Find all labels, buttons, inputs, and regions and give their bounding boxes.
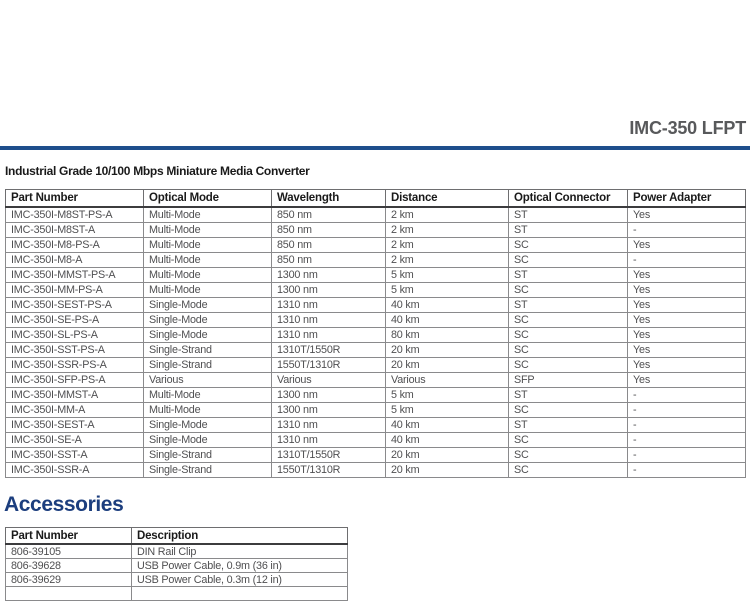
table-cell: 20 km <box>386 343 509 358</box>
table-row <box>6 238 746 253</box>
table-cell: SC <box>509 283 628 298</box>
table-cell: 2 km <box>386 238 509 253</box>
table-row <box>6 448 746 463</box>
table-cell: Yes <box>628 313 746 328</box>
table-cell: Multi-Mode <box>144 253 272 268</box>
table-cell: IMC-350I-SSR-A <box>6 463 144 478</box>
table-cell: 5 km <box>386 268 509 283</box>
table-cell: SC <box>509 253 628 268</box>
table-cell: IMC-350I-MM-PS-A <box>6 283 144 298</box>
table-cell: 1300 nm <box>272 283 386 298</box>
table-cell: - <box>628 253 746 268</box>
table-cell: 40 km <box>386 313 509 328</box>
table-cell: Single-Strand <box>144 463 272 478</box>
table-cell: IMC-350I-SST-A <box>6 448 144 463</box>
page-title: IMC-350 LFPT <box>629 118 746 138</box>
table-cell: SC <box>509 343 628 358</box>
table-cell: Single-Mode <box>144 418 272 433</box>
table-cell: IMC-350I-SE-PS-A <box>6 313 144 328</box>
table-cell: - <box>628 433 746 448</box>
table-cell: IMC-350I-M8-A <box>6 253 144 268</box>
table-cell: ST <box>509 418 628 433</box>
table-cell: 1310T/1550R <box>272 343 386 358</box>
table-cell: ST <box>509 388 628 403</box>
table-cell: ST <box>509 268 628 283</box>
table-cell: IMC-350I-SL-PS-A <box>6 328 144 343</box>
table-cell: 850 nm <box>272 207 386 223</box>
table-cell: IMC-350I-SFP-PS-A <box>6 373 144 388</box>
table-cell: SC <box>509 313 628 328</box>
table-cell: Multi-Mode <box>144 238 272 253</box>
table-cell: Yes <box>628 268 746 283</box>
table-body <box>6 207 746 478</box>
table-row <box>6 403 746 418</box>
table-cell: Yes <box>628 283 746 298</box>
table-cell: IMC-350I-SE-A <box>6 433 144 448</box>
table-row <box>6 373 746 388</box>
table-cell: 850 nm <box>272 238 386 253</box>
header-divider-rule <box>0 146 750 150</box>
table-row <box>6 253 746 268</box>
table-cell: 1310 nm <box>272 418 386 433</box>
table-body-clipped <box>6 587 348 601</box>
table-row <box>6 283 746 298</box>
table-row <box>6 559 348 573</box>
table-row <box>6 544 348 559</box>
table-cell: Multi-Mode <box>144 223 272 238</box>
column-header: Distance <box>386 190 509 208</box>
table-cell: ST <box>509 223 628 238</box>
table-cell: ST <box>509 298 628 313</box>
table-cell: SC <box>509 448 628 463</box>
table-cell: Yes <box>628 238 746 253</box>
table-cell: 5 km <box>386 388 509 403</box>
table-cell: 20 km <box>386 463 509 478</box>
table-cell: Single-Strand <box>144 448 272 463</box>
table-cell: 806-39629 <box>6 573 132 587</box>
table-cell: 806-39628 <box>6 559 132 573</box>
table-cell: Yes <box>628 343 746 358</box>
table-cell: 850 nm <box>272 223 386 238</box>
table-cell: 1310T/1550R <box>272 448 386 463</box>
table-cell: DIN Rail Clip <box>132 544 348 559</box>
table-row <box>6 343 746 358</box>
table-cell: Multi-Mode <box>144 268 272 283</box>
table-cell: Single-Mode <box>144 298 272 313</box>
table-cell: 5 km <box>386 403 509 418</box>
table-cell: 80 km <box>386 328 509 343</box>
table-cell: ST <box>509 207 628 223</box>
table-cell: - <box>628 223 746 238</box>
table-cell: SC <box>509 403 628 418</box>
table-header-row <box>6 528 348 545</box>
table-cell: Yes <box>628 373 746 388</box>
accessories-table <box>5 527 348 601</box>
table-cell: Single-Mode <box>144 313 272 328</box>
table-row <box>6 358 746 373</box>
table-cell: 20 km <box>386 448 509 463</box>
table-cell: IMC-350I-SSR-PS-A <box>6 358 144 373</box>
table-cell: IMC-350I-M8ST-A <box>6 223 144 238</box>
table-cell: 2 km <box>386 253 509 268</box>
table-cell: Multi-Mode <box>144 388 272 403</box>
partial-row <box>6 587 348 601</box>
table-row <box>6 313 746 328</box>
table-cell: SFP <box>509 373 628 388</box>
table-cell: Multi-Mode <box>144 207 272 223</box>
table-row <box>6 418 746 433</box>
table-row <box>6 463 746 478</box>
table-cell: IMC-350I-MMST-A <box>6 388 144 403</box>
table-cell: 1300 nm <box>272 388 386 403</box>
table-row <box>6 433 746 448</box>
table-cell: 1310 nm <box>272 328 386 343</box>
table-cell: 1550T/1310R <box>272 463 386 478</box>
table-cell: Yes <box>628 207 746 223</box>
table-cell: 1310 nm <box>272 298 386 313</box>
table-cell: 806-39105 <box>6 544 132 559</box>
table-cell: 40 km <box>386 433 509 448</box>
table-cell: USB Power Cable, 0.3m (12 in) <box>132 573 348 587</box>
table-cell: Single-Strand <box>144 343 272 358</box>
table-cell: 1310 nm <box>272 313 386 328</box>
column-header: Power Adapter <box>628 190 746 208</box>
table-cell: Single-Strand <box>144 358 272 373</box>
table-cell: Multi-Mode <box>144 283 272 298</box>
table-cell: SC <box>509 238 628 253</box>
table-row <box>6 223 746 238</box>
table-row <box>6 388 746 403</box>
table-cell: Multi-Mode <box>144 403 272 418</box>
table-body <box>6 544 348 587</box>
table-row <box>6 207 746 223</box>
table-cell: USB Power Cable, 0.9m (36 in) <box>132 559 348 573</box>
table-cell: 40 km <box>386 298 509 313</box>
accessories-heading: Accessories <box>4 493 124 516</box>
table-cell: IMC-350I-MM-A <box>6 403 144 418</box>
table-cell: 2 km <box>386 207 509 223</box>
table-cell: 1550T/1310R <box>272 358 386 373</box>
table-cell: IMC-350I-SEST-A <box>6 418 144 433</box>
table-cell: - <box>628 388 746 403</box>
table-cell: SC <box>509 433 628 448</box>
table-cell: IMC-350I-SEST-PS-A <box>6 298 144 313</box>
table-cell: - <box>628 448 746 463</box>
table-row <box>6 328 746 343</box>
column-header: Wavelength <box>272 190 386 208</box>
table-cell: Various <box>144 373 272 388</box>
table-cell: 5 km <box>386 283 509 298</box>
table-cell: Yes <box>628 358 746 373</box>
table-row <box>6 573 348 587</box>
table-row <box>6 298 746 313</box>
table-cell: SC <box>509 328 628 343</box>
table-cell: Various <box>386 373 509 388</box>
table-cell: - <box>628 463 746 478</box>
table-cell: Single-Mode <box>144 328 272 343</box>
table-cell: Single-Mode <box>144 433 272 448</box>
table-cell: IMC-350I-M8ST-PS-A <box>6 207 144 223</box>
table-cell: 1300 nm <box>272 403 386 418</box>
table-cell: IMC-350I-SST-PS-A <box>6 343 144 358</box>
table-cell: Yes <box>628 328 746 343</box>
table-cell: IMC-350I-M8-PS-A <box>6 238 144 253</box>
table-header-row <box>6 190 746 208</box>
table-cell: 1310 nm <box>272 433 386 448</box>
table-cell: SC <box>509 358 628 373</box>
table-cell: SC <box>509 463 628 478</box>
table-cell: Yes <box>628 298 746 313</box>
column-header: Part Number <box>6 190 144 208</box>
media-converter-table <box>5 189 746 478</box>
table-cell: 20 km <box>386 358 509 373</box>
column-header: Optical Mode <box>144 190 272 208</box>
table-cell: 2 km <box>386 223 509 238</box>
table-cell: - <box>628 403 746 418</box>
table-cell: - <box>628 418 746 433</box>
table-cell: 40 km <box>386 418 509 433</box>
column-header: Optical Connector <box>509 190 628 208</box>
table-row <box>6 268 746 283</box>
column-header: Part Number <box>6 528 132 545</box>
table-cell: 1300 nm <box>272 268 386 283</box>
table-cell: 850 nm <box>272 253 386 268</box>
section-title: Industrial Grade 10/100 Mbps Miniature Media Converter <box>5 164 310 178</box>
column-header: Description <box>132 528 348 545</box>
table-cell: Various <box>272 373 386 388</box>
table-cell: IMC-350I-MMST-PS-A <box>6 268 144 283</box>
